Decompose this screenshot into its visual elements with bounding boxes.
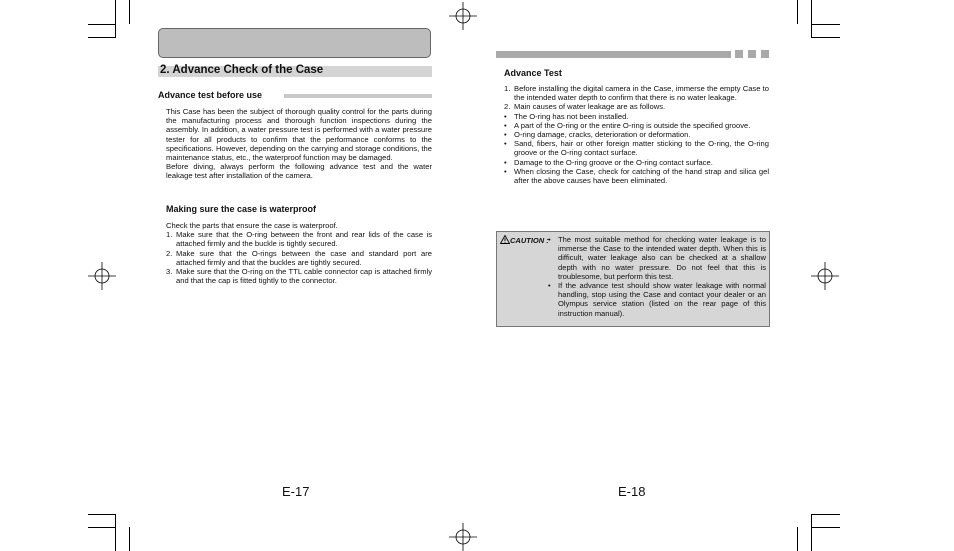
intro-paragraph-2: Before diving, always perform the following advance test and the water leakage test after installation of the camera. xyxy=(166,162,432,181)
step-text: Make sure that the O-rings between the case and standard port are attached firmly and that the buckles are tightly secured. xyxy=(176,248,432,267)
header-square xyxy=(761,50,769,58)
list-item: • Damage to the O-ring groove or the O-ring contact surface. xyxy=(504,157,713,167)
crop-mark xyxy=(129,0,130,24)
crop-mark xyxy=(811,514,840,515)
causes-list xyxy=(504,112,769,186)
waterproof-heading-text: Making sure the case is waterproof xyxy=(166,204,317,214)
advance-test-title xyxy=(504,68,562,78)
crop-mark xyxy=(797,0,798,24)
section-title xyxy=(158,66,432,77)
step-number: 2. xyxy=(504,102,511,112)
cause-text: The O-ring has not been installed. xyxy=(514,111,629,121)
crop-mark xyxy=(88,24,116,25)
list-item: • The O-ring has not been installed. xyxy=(504,111,629,121)
caution-list xyxy=(548,235,766,318)
page-number-right: E-18 xyxy=(618,484,646,499)
list-item: • The most suitable method for checking water leakage is to immerse the Case to the intended water depth. When this is difficult, water leakage also can be checked at a shallow depth with no water pressure. Do not feel that this is troublesome, but perform this test. xyxy=(548,235,766,281)
crop-mark xyxy=(797,527,798,551)
advance-test-heading-text: Advance test before use xyxy=(158,90,263,100)
cause-text: Damage to the O-ring groove or the O-ring contact surface. xyxy=(514,157,713,167)
advance-test-body xyxy=(504,84,769,185)
list-item: • A part of the O-ring or the entire O-ring is outside the specified groove. xyxy=(504,120,751,130)
cause-text: Sand, fibers, hair or other foreign matter sticking to the O-ring, the O-ring groove or the O-ring contact surface. xyxy=(514,139,769,158)
intro-paragraph: This Case has been the subject of thorough quality control for the parts during the manufacturing process and thorough function inspections during the assembly. In addition, a water pressure test is performed with a water pressure tester for all products to confirm that the performance conforms to the specifications. However, depending on the carrying and storage conditions, the maintenance status, etc., the waterproof function may be damaged. xyxy=(166,107,432,163)
crop-mark xyxy=(88,514,116,515)
crop-mark xyxy=(811,514,812,551)
step-number: 1. xyxy=(166,230,173,240)
registration-mark-icon xyxy=(811,262,839,290)
warning-icon xyxy=(500,235,510,244)
chapter-banner xyxy=(158,28,431,58)
crop-mark xyxy=(129,527,130,551)
list-item xyxy=(166,249,432,267)
header-square xyxy=(748,50,756,58)
heading-rule xyxy=(284,94,432,98)
registration-mark-icon xyxy=(449,523,477,551)
advance-test-heading xyxy=(158,90,262,100)
caution-label-text: CAUTION : xyxy=(510,236,549,245)
step-text: Make sure that the O-ring on the TTL cable connector cap is attached firmly and that the cap is fitted tightly to the connector. xyxy=(176,267,432,286)
registration-mark-icon xyxy=(88,262,116,290)
list-item xyxy=(504,84,769,102)
step-number: 1. xyxy=(504,84,511,93)
crop-mark xyxy=(88,527,116,528)
page-number-left: E-17 xyxy=(282,484,310,499)
list-item: • O-ring damage, cracks, deterioration or deformation. xyxy=(504,130,691,140)
crop-mark xyxy=(811,527,840,528)
crop-mark xyxy=(811,37,840,38)
list-item: • Sand, fibers, hair or other foreign matter sticking to the O-ring, the O-ring groove or the O-ring contact surface. xyxy=(504,139,769,158)
step-text: Main causes of water leakage are as follows. xyxy=(514,102,666,112)
caution-text: If the advance test should show water leakage with normal handling, stop using the Case and contact your dealer or an Olympus service station (listed on the rear page of this instruction manual). xyxy=(558,281,766,318)
crop-mark xyxy=(811,24,840,25)
step-number: 3. xyxy=(166,267,173,277)
waterproof-steps-list xyxy=(166,230,432,285)
section-title-text: 2. Advance Check of the Case xyxy=(160,64,324,76)
caution-box xyxy=(496,231,770,327)
advance-steps-list xyxy=(504,84,769,112)
crop-mark xyxy=(88,37,116,38)
list-item xyxy=(504,102,769,111)
step-text: Before installing the digital camera in the Case, immerse the empty Case to the intended water depth to confirm that there is no water leakage. xyxy=(514,84,769,103)
step-number: 2. xyxy=(166,248,173,258)
crop-mark xyxy=(115,514,116,551)
caution-label xyxy=(500,235,549,245)
cause-text: A part of the O-ring or the entire O-ring is outside the specified groove. xyxy=(514,120,751,130)
registration-mark-icon xyxy=(449,2,477,30)
crop-mark xyxy=(115,0,116,37)
header-bar xyxy=(496,51,731,58)
cause-text: O-ring damage, cracks, deterioration or deformation. xyxy=(514,130,691,140)
advance-test-title-text: Advance Test xyxy=(504,68,562,78)
step-text: Make sure that the O-ring between the front and rear lids of the case is attached firmly and the buckle is tightly secured. xyxy=(176,230,432,249)
list-item: • When closing the Case, check for catching of the hand strap and silica gel after the above causes have been eliminated. xyxy=(504,166,769,186)
waterproof-section xyxy=(166,221,432,285)
intro-text xyxy=(166,107,432,181)
header-square xyxy=(735,50,743,58)
list-item xyxy=(166,267,432,285)
waterproof-heading xyxy=(166,204,316,214)
list-item: • If the advance test should show water leakage with normal handling, stop using the Case and contact your dealer or an Olympus service station (listed on the rear page of this instruction manual). xyxy=(548,281,766,318)
waterproof-lead: Check the parts that ensure the case is waterproof. xyxy=(166,221,338,230)
caution-text: The most suitable method for checking water leakage is to immerse the Case to the intended water depth. When this is difficult, water leakage also can be checked at a shallow depth with no water pressure. Do not feel that this is troublesome, but perform this test. xyxy=(558,235,766,281)
cause-text: When closing the Case, check for catching of the hand strap and silica gel after the above causes have been eliminated. xyxy=(514,166,769,186)
list-item xyxy=(166,230,432,248)
crop-mark xyxy=(811,0,812,37)
